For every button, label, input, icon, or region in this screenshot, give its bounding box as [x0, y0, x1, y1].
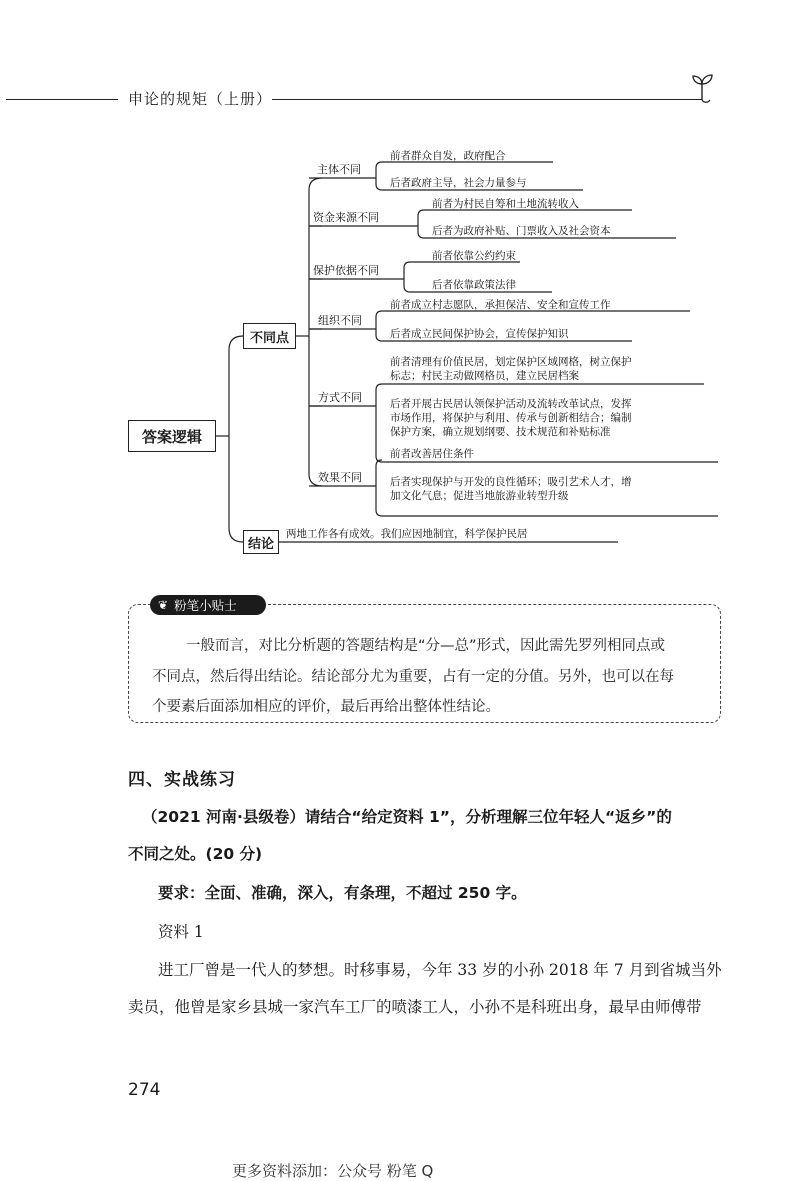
sprout-icon: ❦ [158, 598, 169, 612]
mindmap-branch-conclusion: 结论 [243, 530, 279, 554]
mindmap-sub-subject: 主体不同 [317, 163, 361, 176]
question-text: 不同之处。(20 分) [128, 845, 263, 863]
mindmap-leaf: 后者成立民间保护协会，宣传保护知识 [390, 328, 569, 340]
tip-badge [150, 595, 266, 615]
mindmap-conclusion-text: 两地工作各有成效。我们应因地制宜，科学保护民居 [286, 528, 528, 540]
mindmap-leaf: 前者群众自发，政府配合 [390, 150, 506, 162]
page-number: 274 [128, 1080, 161, 1100]
mindmap-leaf: 后者开展古民居认领保护活动及流转改革试点，发挥 市场作用，将保护与利用、传承与创新相结合；编制 保护方案，确立规划纲要、技术规范和补贴标准 [390, 398, 632, 438]
footer-cut-text: 更多资料添加：公众号 粉笔 Q [232, 1162, 434, 1180]
tip-paragraph-line: 一般而言，对比分析题的答题结构是“分—总”形式，因此需先罗列相同点或 [186, 638, 666, 654]
mindmap-leaf: 前者依靠公约约束 [432, 250, 516, 262]
mindmap-leaf: 前者成立村志愿队，承担保洁、安全和宣传工作 [390, 299, 611, 311]
mindmap-leaf: 后者政府主导，社会力量参与 [390, 177, 527, 189]
running-header-title: 申论的规矩（上册） [128, 90, 273, 108]
mindmap-root-node: 答案逻辑 [128, 420, 216, 452]
requirement-text: 要求：全面、准确，深入，有条理，不超过 250 字。 [158, 884, 527, 902]
mindmap-branch-differences: 不同点 [243, 323, 296, 349]
mindmap-leaf: 前者为村民自筹和土地流转收入 [432, 198, 579, 210]
mindmap-sub-method: 方式不同 [318, 391, 362, 404]
mindmap-leaf: 后者为政府补贴、门票收入及社会资本 [432, 225, 611, 237]
mindmap-sub-organization: 组织不同 [318, 314, 362, 327]
mindmap-sub-basis: 保护依据不同 [313, 264, 379, 277]
mindmap-sub-funding: 资金来源不同 [313, 211, 379, 224]
tip-paragraph-line: 个要素后面添加相应的评价，最后再给出整体性结论。 [152, 699, 500, 715]
section-title: 四、实战练习 [128, 770, 236, 790]
tip-badge-label: 粉笔小贴士 [174, 598, 237, 613]
mindmap-leaf: 前者改善居住条件 [390, 448, 474, 460]
mindmap-leaf: 后者实现保护与开发的良性循环；吸引艺术人才，增 加文化气息；促进当地旅游业转型升级 [390, 476, 632, 502]
mindmap-sub-effect: 效果不同 [318, 471, 362, 484]
tip-paragraph-line: 不同点，然后得出结论。结论部分尤为重要，占有一定的分值。另外，也可以在每 [152, 669, 674, 685]
material-paragraph-line: 卖员，他曾是家乡县城一家汽车工厂的喷漆工人，小孙不是科班出身，最早由师傅带 [128, 998, 702, 1016]
mindmap-leaf: 后者依靠政策法律 [432, 279, 516, 291]
mindmap-leaf: 前者清理有价值民居，划定保护区域网格，树立保护 标志；村民主动做网格员，建立民居档案 [390, 356, 632, 382]
material-label: 资料 1 [158, 923, 204, 941]
question-text: （2021 河南·县级卷）请结合“给定资料 1”，分析理解三位年轻人“返乡”的 [142, 808, 672, 826]
material-paragraph-line: 进工厂曾是一代人的梦想。时移事易，今年 33 岁的小孙 2018 年 7 月到省城当外 [158, 961, 722, 979]
